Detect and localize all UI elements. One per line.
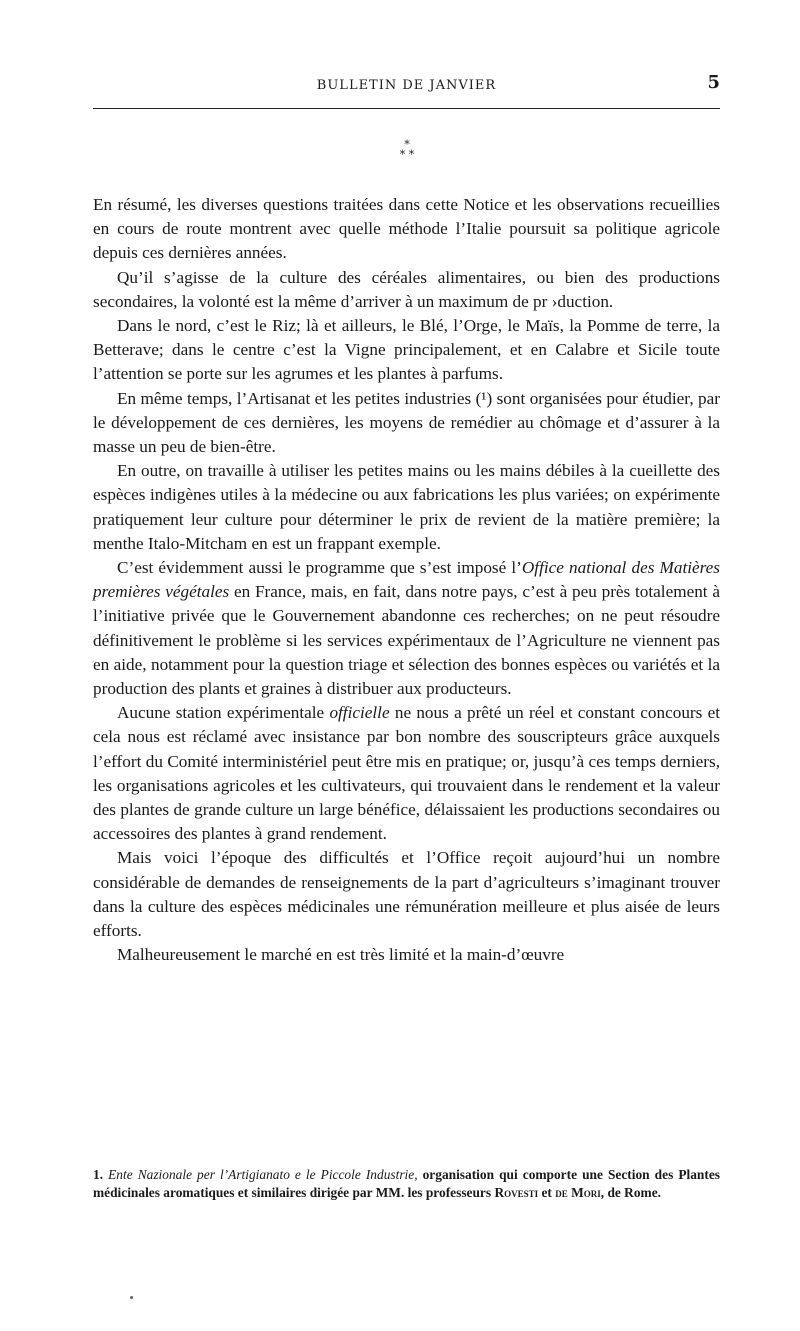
page-number: 5 [707, 72, 720, 93]
paragraph-office-national [93, 556, 720, 701]
asterism-separator [392, 140, 422, 160]
p7-italic: officielle [329, 703, 390, 723]
print-speck [130, 1296, 133, 1299]
footnote-conj: et [541, 1184, 552, 1200]
header-rule [93, 108, 720, 109]
paragraph-difficulties: Mais voici l’époque des difficultés et l’Office reçoit aujourd’hui un nombre considérable de demandes de renseignements de la part d’agriculteurs s’imaginant trouver dans la culture des espèces médicinales une rémunération meilleure et plus aisée de leurs efforts. [93, 848, 720, 941]
paragraph-cereals: Qu’il s’agisse de la culture des céréales alimentaires, ou bien des productions secondaires, la volonté est la même d’arriver à un maximum de pr ›duction. [93, 267, 720, 311]
footnote [93, 1166, 720, 1201]
paragraph-gathering: En outre, on travaille à utiliser les petites mains ou les mains débiles à la cueillette des espèces indigènes utiles à la médecine ou aux fabrications les plus variées; on expérimente pratiquement leur culture pour déterminer le prix de revient de la matière première; la menthe Italo-Mitcham en est un frappant exemple. [93, 461, 720, 553]
p7-before: Aucune station expérimentale [117, 703, 330, 723]
footnote-name-mori: de Mori [555, 1184, 601, 1200]
paragraph-regions: Dans le nord, c’est le Riz; là et ailleurs, le Blé, l’Orge, le Maïs, la Pomme de terre, la Betterave; dans le centre c’est la Vigne principalement, et en Calabre et Sicile toute l’attention se porte sur les agrumes et les plantes à parfums. [93, 316, 720, 384]
paragraph-artisanat: En même temps, l’Artisanat et les petites industries (¹) sont organisées pour étudier, par le développement de ces dernières, les moyens de remédier au chômage et d’assurer à la masse un peu de bien-être. [93, 388, 720, 457]
body-text [93, 193, 720, 968]
running-title: BULLETIN DE JANVIER [316, 78, 497, 93]
p6-after: en France, mais, en fait, dans notre pays, c’est à peu près totalement à l’initiative privée que le Gouvernement abandonne ces recherches; on ne peut résoudre définitivement le problème si les services expérimentaux de l’Agriculture ne viennent pas en aide, notamment pour la question triage et sélection des bonnes espèces ou variétés et la production des plants et graines à distribuer aux producteurs. [93, 582, 720, 699]
footnote-marker: 1. [93, 1167, 104, 1182]
paragraph-summary: En résumé, les diverses questions traitées dans cette Notice et les observations recueillies en cours de route montrent avec quelle méthode l’Italie poursuit sa politique agricole depuis ces dernières années. [93, 195, 720, 263]
footnote-name-rovesti: Rovesti [494, 1184, 539, 1200]
paragraph-station [93, 701, 720, 846]
p6-before: C’est évidemment aussi le programme que s’est imposé l’ [117, 558, 522, 578]
footnote-tail: , de Rome. [600, 1184, 661, 1200]
asterism-bottom: * * [399, 148, 415, 161]
paragraph-market: Malheureusement le marché en est très limité et la main-d’œuvre [117, 945, 565, 965]
footnote-title: Ente Nazionale per l’Artigianato e le Piccole Industrie, [108, 1167, 418, 1182]
p6-italic: Office national des Matières premières végétales [93, 558, 720, 602]
footnote-text: organisation qui comporte une Section des Plantes médicinales aromatiques et similaires dirigée par MM. les professeurs [93, 1167, 720, 1200]
page-header [93, 70, 720, 100]
asterism-top: * [404, 138, 410, 151]
p7-after: ne nous a prêté un réel et constant concours et cela nous est réclamé avec insistance par bon nombre des souscripteurs grâce auxquels l’effort du Comité interministériel peut être mis en pratique; or, jusqu’à ces temps derniers, les organisations agricoles et les cultivateurs, qui trouvaient dans le rendement et la valeur des plantes de grande culture un large bénéfice, délaissaient les productions secondaires ou accessoires des plantes à grand rendement. [93, 703, 721, 844]
